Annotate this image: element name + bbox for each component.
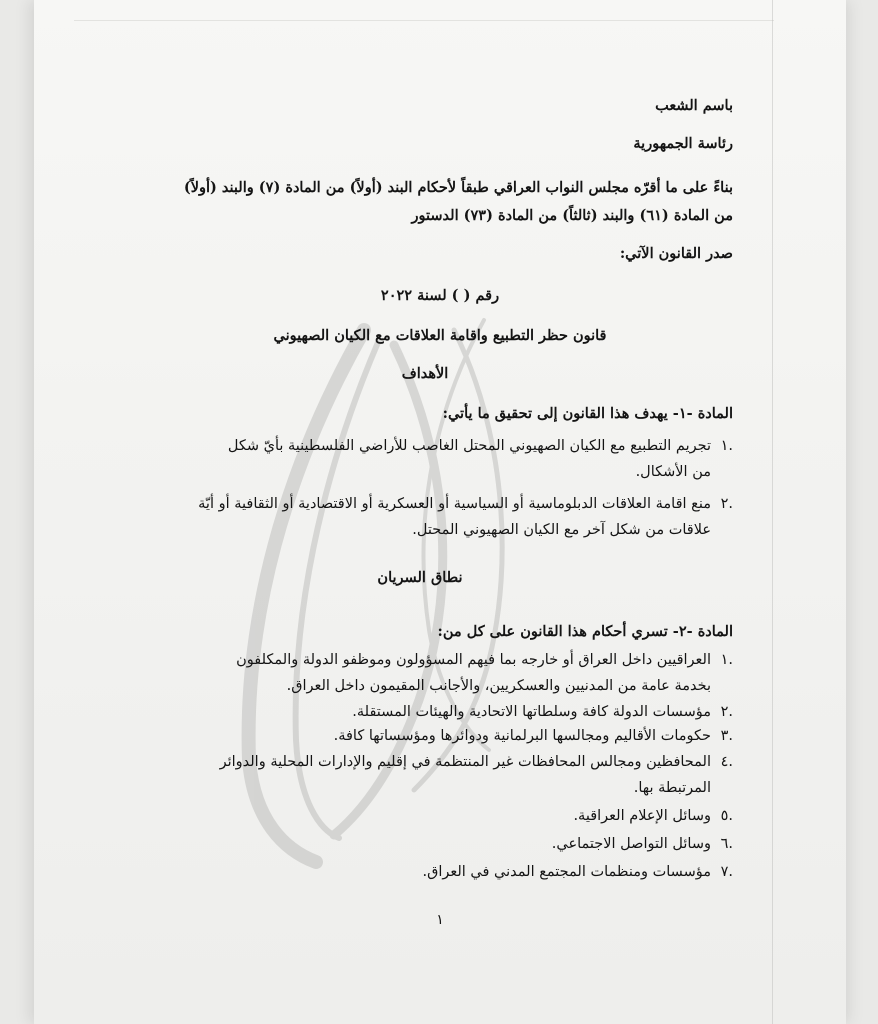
article-1-item-1-line-2: من الأشكال. <box>635 464 711 480</box>
article-2-item-1-number: ١. <box>720 652 733 668</box>
article-2-heading: المادة -٢- تسري أحكام هذا القانون على كل من: <box>437 623 733 640</box>
article-2-item-1-line-2: بخدمة عامة من المدنيين والعسكريين، والأجانب المقيمون داخل العراق. <box>286 678 711 694</box>
section-scope: نطاق السريان <box>377 569 463 586</box>
preamble-line-2: من المادة (٦١) والبند (ثالثاً) من المادة (٧٣) الدستور <box>411 207 733 224</box>
article-2-item-6-line-1: وسائل التواصل الاجتماعي. <box>551 836 711 852</box>
issued-statement: صدر القانون الآتي: <box>619 245 733 262</box>
article-1-item-1-line-1: تجريم التطبيع مع الكيان الصهيوني المحتل الغاصب للأراضي الفلسطينية بأيّ شكل <box>227 438 711 454</box>
page-number: ١ <box>436 912 444 928</box>
article-1-item-2-number: ٢. <box>720 496 733 512</box>
article-2-item-6-number: ٦. <box>720 836 733 852</box>
section-objectives: الأهداف <box>401 365 449 382</box>
article-2-item-7-line-1: مؤسسات ومنظمات المجتمع المدني في العراق. <box>422 864 711 880</box>
article-2-item-2-line-1: مؤسسات الدولة كافة وسلطاتها الاتحادية والهيئات المستقلة. <box>352 704 711 720</box>
article-2-item-3-number: ٣. <box>720 728 733 744</box>
article-1-item-2-line-1: منع اقامة العلاقات الدبلوماسية أو السياسية أو العسكرية أو الاقتصادية أو الثقافية أو أيّة <box>198 496 711 512</box>
header-presidency: رئاسة الجمهورية <box>633 135 733 152</box>
article-2-item-2-number: ٢. <box>720 704 733 720</box>
header-in-name-of-people: باسم الشعب <box>655 97 733 114</box>
article-1-heading: المادة -١- يهدف هذا القانون إلى تحقيق ما يأتي: <box>442 405 733 422</box>
law-number: رقم ( ) لسنة ٢٠٢٢ <box>380 287 500 304</box>
article-1-item-2-line-2: علاقات من شكل آخر مع الكيان الصهيوني المحتل. <box>412 522 711 538</box>
article-2-item-1-line-1: العراقيين داخل العراق أو خارجه بما فيهم المسؤولون وموظفو الدولة والمكلفون <box>236 652 711 668</box>
article-2-item-7-number: ٧. <box>720 864 733 880</box>
article-2-item-4-number: ٤. <box>720 754 733 770</box>
law-title: قانون حظر التطبيع واقامة العلاقات مع الكيان الصهيوني <box>273 327 607 344</box>
article-2-item-3-line-1: حكومات الأقاليم ومجالسها البرلمانية ودوائرها ومؤسساتها كافة. <box>333 728 711 744</box>
article-2-item-4-line-1: المحافظين ومجالس المحافظات غير المنتظمة في إقليم والإدارات المحلية والدوائر <box>219 754 711 770</box>
preamble-line-1: بناءً على ما أقرّه مجلس النواب العراقي طبقاً لأحكام البند (أولاً) من المادة (٧) والبند (أولاً) <box>183 179 733 196</box>
article-2-item-5-line-1: وسائل الإعلام العراقية. <box>573 808 711 824</box>
article-2-item-4-line-2: المرتبطة بها. <box>633 780 711 796</box>
document-body <box>34 0 846 1024</box>
document-page <box>34 0 846 1024</box>
article-2-item-5-number: ٥. <box>720 808 733 824</box>
article-1-item-1-number: ١. <box>720 438 733 454</box>
